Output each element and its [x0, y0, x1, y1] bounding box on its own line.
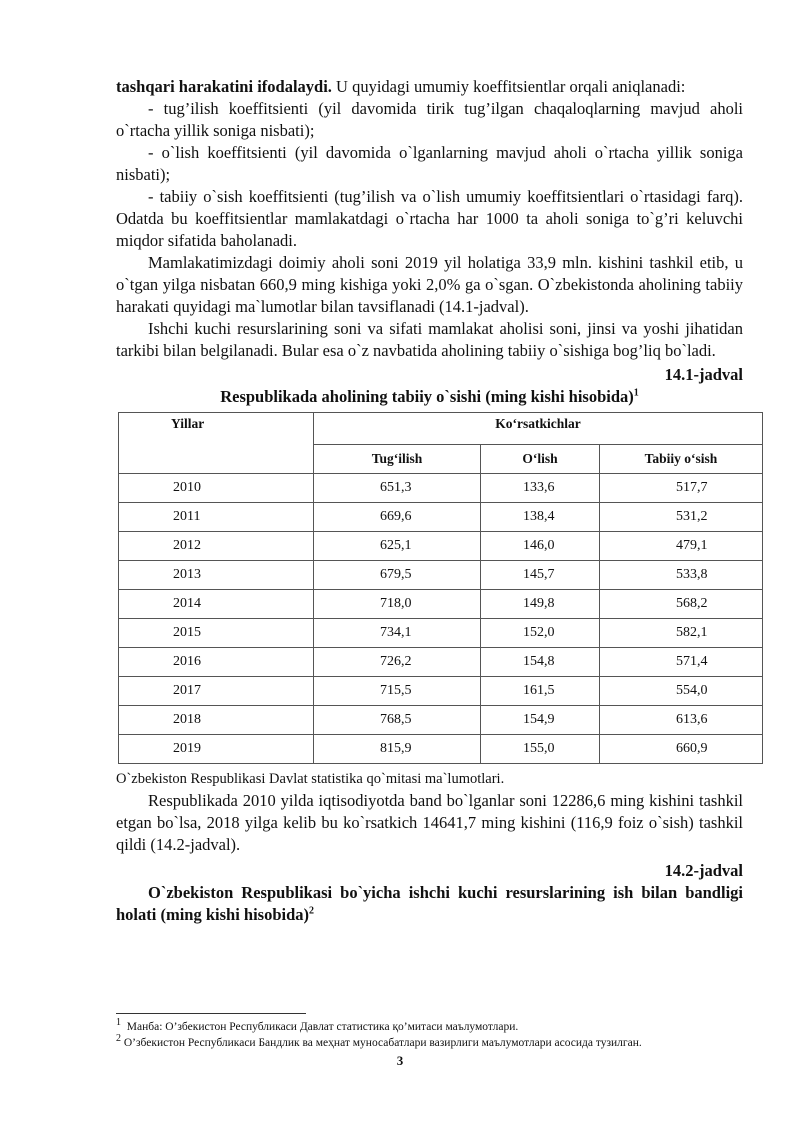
paragraph-intro-rest: U quyidagi umumiy koeffitsientlar orqali aniqlanadi:: [331, 77, 686, 96]
death-cell: 145,7: [481, 561, 600, 590]
list-item-natural-growth: - tabiiy o`sish koeffitsienti (tug’ilish va o`lish umumiy koeffitsientlari o`rtasidagi farq). Odatda bu koeffitsientlar mamlakatdagi o`rtacha har 1000 ta aholi soniga to`g’ri keluvchi miqdor sifatida baholanadi.: [116, 187, 743, 250]
birth-cell: 715,5: [314, 677, 481, 706]
death-cell: 138,4: [481, 503, 600, 532]
table2-footnote-mark: 2: [309, 905, 315, 917]
table-row: [119, 561, 763, 590]
death-cell: 146,0: [481, 532, 600, 561]
death-cell: 154,9: [481, 706, 600, 735]
year-cell: 2017: [119, 677, 314, 706]
death-cell: 149,8: [481, 590, 600, 619]
footnote-2-mark: 2: [116, 1033, 121, 1045]
table2-number: 14.2-jadval: [664, 861, 743, 880]
birth-cell: 718,0: [314, 590, 481, 619]
growth-cell: 479,1: [600, 532, 763, 561]
table-row: [119, 503, 763, 532]
birth-cell: 726,2: [314, 648, 481, 677]
header-years: Yillar: [119, 413, 314, 474]
death-cell: 155,0: [481, 735, 600, 764]
year-cell: 2011: [119, 503, 314, 532]
growth-cell: 533,8: [600, 561, 763, 590]
year-cell: 2016: [119, 648, 314, 677]
footnote-divider: [116, 1013, 306, 1014]
growth-cell: 660,9: [600, 735, 763, 764]
list-item-death-rate: - o`lish koeffitsienti (yil davomida o`lganlarning mavjud aholi o`rtacha yillik soniga nisbati);: [116, 143, 743, 184]
table-row: [119, 474, 763, 503]
table1-source: O`zbekiston Respublikasi Davlat statistika qo`mitasi ma`lumotlari.: [116, 771, 505, 787]
birth-cell: 679,5: [314, 561, 481, 590]
header-natural-growth: Tabiiy o‘sish: [600, 445, 763, 474]
growth-cell: 554,0: [600, 677, 763, 706]
death-cell: 133,6: [481, 474, 600, 503]
birth-cell: 625,1: [314, 532, 481, 561]
paragraph-labor-resources: Ishchi kuchi resurslarining soni va sifati mamlakat aholisi soni, jinsi va yoshi jihatidan tarkibi bilan belgilanadi. Bular esa o`z navbatida aholining tabiiy o`sishiga bog’liq bo`ladi.: [116, 319, 743, 360]
table-row: [119, 648, 763, 677]
birth-cell: 815,9: [314, 735, 481, 764]
table1-title: [116, 386, 743, 408]
table-row: [119, 735, 763, 764]
table-natural-growth-body: [119, 474, 763, 764]
table2-title: [116, 882, 743, 926]
growth-cell: 531,2: [600, 503, 763, 532]
year-cell: 2018: [119, 706, 314, 735]
table1-number: 14.1-jadval: [664, 365, 743, 384]
growth-cell: 571,4: [600, 648, 763, 677]
growth-cell: 517,7: [600, 474, 763, 503]
year-cell: 2015: [119, 619, 314, 648]
header-indicators: Ko‘rsatkichlar: [314, 413, 763, 445]
footnote-1-text: Манба: O’збекистон Республикаси Давлат статистика қо’митаси маълумотлари.: [126, 1021, 519, 1033]
footnote-1-mark: 1: [116, 1017, 121, 1029]
paragraph-intro: [116, 76, 743, 98]
page-number: 3: [396, 1053, 404, 1068]
table-natural-growth: [118, 412, 763, 764]
birth-cell: 651,3: [314, 474, 481, 503]
growth-cell: 568,2: [600, 590, 763, 619]
year-cell: 2012: [119, 532, 314, 561]
year-cell: 2010: [119, 474, 314, 503]
year-cell: 2013: [119, 561, 314, 590]
year-cell: 2014: [119, 590, 314, 619]
death-cell: 152,0: [481, 619, 600, 648]
year-cell: 2019: [119, 735, 314, 764]
footnote-1: [116, 1017, 756, 1035]
table-row: [119, 706, 763, 735]
table2-title-text: O`zbekiston Respublikasi bo`yicha ishchi kuchi resurslarining ish bilan bandligi holati (ming kishi hisobida): [116, 883, 743, 924]
header-death: O‘lish: [481, 445, 600, 474]
table1-title-text: Respublikada aholining tabiiy o`sishi (ming kishi hisobida): [220, 387, 634, 406]
header-birth: Tug‘ilish: [314, 445, 481, 474]
table-row: [119, 619, 763, 648]
paragraph-employment: Respublikada 2010 yilda iqtisodiyotda band bo`lganlar soni 12286,6 ming kishini tashkil etgan bo`lsa, 2018 yilga kelib bu ko`rsatkich 14641,7 ming kishini (116,9 foiz o`sish) tashkil qildi (14.2-jadval).: [116, 791, 743, 854]
growth-cell: 613,6: [600, 706, 763, 735]
paragraph-intro-bold: tashqari harakatini ifodalaydi.: [116, 77, 332, 96]
list-item-birth-rate: - tug’ilish koeffitsienti (yil davomida tirik tug’ilgan chaqaloqlarning mavjud aholi o`rtacha yillik soniga nisbati);: [116, 99, 743, 140]
table-row: [119, 677, 763, 706]
footnote-2: [116, 1033, 756, 1051]
birth-cell: 669,6: [314, 503, 481, 532]
birth-cell: 734,1: [314, 619, 481, 648]
table-row: [119, 590, 763, 619]
table-row: [119, 532, 763, 561]
birth-cell: 768,5: [314, 706, 481, 735]
footnote-2-text: O’збекистон Республикаси Бандлик ва меҳнат муносабатлари вазирлиги маълумотлари асосида тузилган.: [123, 1037, 642, 1049]
death-cell: 154,8: [481, 648, 600, 677]
table1-footnote-mark: 1: [633, 387, 639, 399]
document-body: [116, 76, 743, 926]
growth-cell: 582,1: [600, 619, 763, 648]
death-cell: 161,5: [481, 677, 600, 706]
paragraph-population: Mamlakatimizdagi doimiy aholi soni 2019 yil holatiga 33,9 mln. kishini tashkil etib, u o`tgan yilga nisbatan 660,9 ming kishiga yoki 2,0% ga o`sgan. O`zbekistonda aholining tabiiy harakati quyidagi ma`lumotlar bilan tavsiflanadi (14.1-jadval).: [116, 253, 743, 316]
